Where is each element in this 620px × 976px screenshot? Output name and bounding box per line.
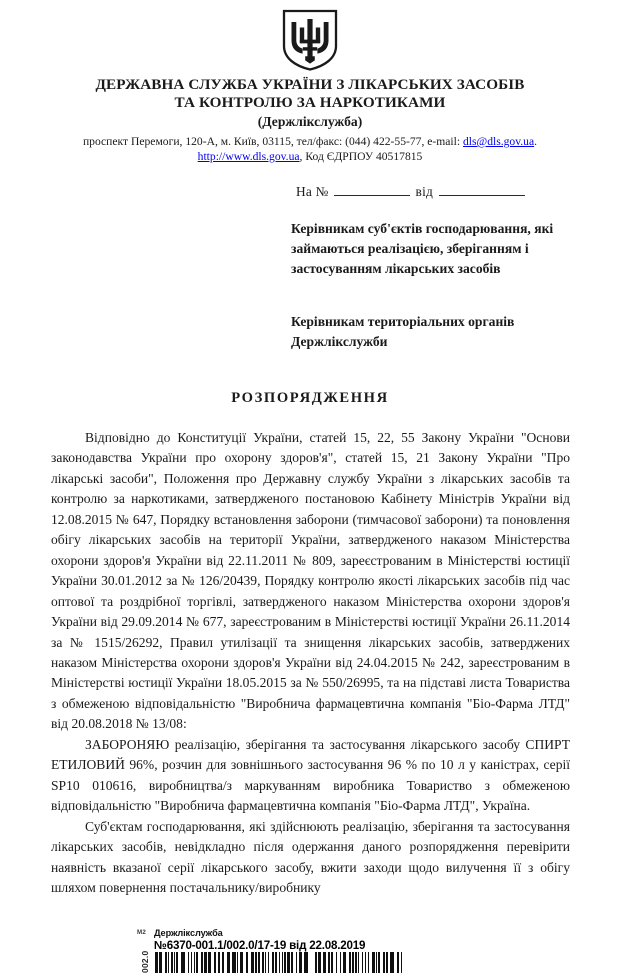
email-link[interactable]: dls@dls.gov.ua	[463, 135, 535, 148]
addressee-territorial-bodies: Керівникам територіальних органів Держлікслужби	[291, 314, 515, 350]
organization-address-line	[40, 134, 580, 149]
ukrainian-trident-coat-of-arms-icon	[281, 8, 339, 72]
body-paragraph-instructions: Суб'єктам господарювання, які здійснюють реалізацію, зберігання та застосування лікарських засобів, невідкладно після одержання даного розпорядження перевірити наявність вказаної серії лікарського засобу, вжити заходи щодо вилучення її з обігу шляхом повернення постачальнику/виробнику	[51, 818, 570, 895]
website-link[interactable]: http://www.dls.gov.ua	[197, 150, 300, 163]
organization-name-line1: ДЕРЖАВНА СЛУЖБА УКРАЇНИ З ЛІКАРСЬКИХ ЗАСОБІВ	[95, 76, 525, 93]
letterhead	[40, 76, 580, 164]
reference-na-input[interactable]	[334, 182, 410, 196]
stamp-registration-number: №6370-001.1/002.0/17-19 від 22.08.2019	[154, 938, 366, 952]
organization-name-line2: ТА КОНТРОЛЮ ЗА НАРКОТИКАМИ	[174, 94, 446, 111]
reference-na-label: На №	[296, 184, 329, 199]
document-title: РОЗПОРЯДЖЕННЯ	[231, 390, 389, 406]
organization-website-line	[40, 149, 580, 164]
address-text: проспект Перемоги, 120-А, м. Київ, 03115, тел/факс: (044) 422-55-77, e-mail:	[82, 135, 463, 148]
organization-short-name: (Держлікслужба)	[257, 114, 363, 129]
reference-vid-label: від	[415, 184, 434, 199]
body-paragraph-prohibition: ЗАБОРОНЯЮ реалізацію, зберігання та застосування лікарського засобу СПИРТ ЕТИЛОВИЙ 96%, розчин для зовнішнього застосування 96 % по 10 л у каністрах, серії SP10 010616, виробництва/з маркуванням виробника Товариство з обмеженою відповідальністю "Виробнича фармацевтична компанія "Біо-Фарма ЛТД", Україна.	[51, 736, 570, 814]
stamp-marker: М2	[137, 929, 146, 936]
reference-vid-input[interactable]	[439, 182, 525, 196]
edrpou-code: , Код ЄДРПОУ 40517815	[299, 150, 423, 163]
address-period: .	[534, 135, 538, 148]
stamp-side-code: 002.0	[140, 950, 150, 973]
registration-barcode-icon	[155, 952, 405, 973]
registration-stamp	[137, 928, 437, 974]
addressee-business-entities: Керівникам суб'єктів господарювання, які займаються реалізацією, зберіганням і застосуванням лікарських засобів	[291, 221, 554, 277]
emblem-container	[0, 8, 620, 72]
body-paragraph-legal-basis: Відповідно до Конституції України, статей 15, 22, 55 Закону України "Основи законодавства України про охорону здоров'я", статей 15, 21 Закону України "Про лікарські засоби", Положення про Державну службу України з лікарських засобів та контролю за наркотиками, затвердженого постановою Кабінету Міністрів України від 12.08.2015 № 647, Порядку встановлення заборони (тимчасової заборони) та поновлення обігу лікарських засобів на території України, затвердженого наказом Міністерства охорони здоров'я України від 22.11.2011 № 809, зареєстрованим в Міністерстві юстиції України 30.01.2012 за № 126/20439, Порядку контролю якості лікарських засобів під час оптової та роздрібної торгівлі, затвердженого наказом Міністерства охорони здоров'я України від 29.09.2014 № 677, зареєстрованим в Міністерстві юстиції України 26.11.2014 за № 1515/26292, Правил утилізації та знищення лікарських засобів, затверджених наказом Міністерства охорони здоров'я України від 24.04.2015 № 242, зареєстрованим в Міністерстві юстиції України 18.05.2015 за № 550/26995, та на підставі листа Товариства з обмеженою відповідальністю "Виробнича фармацевтична компанія "Біо-Фарма ЛТД" від 20.08.2018 № 13/08:	[51, 430, 570, 732]
stamp-organization: Держлікслужба	[154, 928, 223, 938]
document-body	[51, 428, 570, 898]
reference-line	[296, 182, 525, 200]
